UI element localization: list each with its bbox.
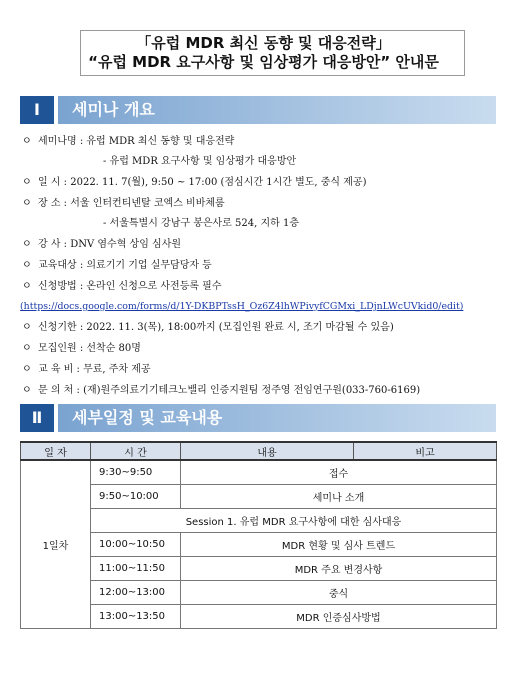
header-remarks: 비고	[354, 442, 497, 460]
info-label: 신청방법 :	[38, 281, 84, 292]
info-value: 2022. 11. 7(월), 9:50 ~ 17:00 (점심시간 1시간 별도, 중식 제공)	[70, 177, 367, 188]
info-row-fee	[22, 363, 151, 376]
bullet-icon: ㅇ	[22, 136, 32, 147]
table-row	[21, 460, 497, 485]
bullet-icon: ㅇ	[22, 343, 32, 354]
info-row-application	[22, 280, 222, 293]
document-title-line2: “유럽 MDR 요구사항 및 임상평가 대응방안” 안내문	[88, 53, 439, 71]
table-row	[21, 581, 497, 605]
info-value: 서울 인터컨티넨탈 코엑스 비바체룸	[70, 198, 225, 209]
info-value: 선착순 80명	[86, 343, 141, 354]
table-row	[21, 509, 497, 533]
section-header-overview	[20, 96, 496, 124]
info-row-capacity	[22, 342, 141, 355]
bullet-icon: ㅇ	[22, 322, 32, 333]
info-label: 일 시 :	[38, 177, 68, 188]
info-value: 무료, 주차 제공	[83, 364, 151, 375]
info-label: 강 사 :	[38, 239, 68, 250]
info-label: 신청기한 :	[38, 322, 84, 333]
info-label: 교육대상 :	[38, 260, 84, 271]
info-row-deadline	[22, 321, 394, 334]
registration-link[interactable]: (https://docs.google.com/forms/d/1Y-DKBPTssH_Oz6Z4lhWPivyfCGMxi_LDjnLWcUVkid0/edit)	[20, 301, 464, 312]
info-label: 장 소 :	[38, 198, 68, 209]
info-label: 교 육 비 :	[38, 364, 80, 375]
table-row	[21, 533, 497, 557]
table-row	[21, 557, 497, 581]
header-time: 시 간	[91, 442, 181, 460]
session-cell: Session 1. 유럽 MDR 요구사항에 대한 심사대응	[91, 509, 497, 533]
content-cell: 접수	[181, 460, 497, 485]
bullet-icon: ㅇ	[22, 260, 32, 271]
bullet-icon: ㅇ	[22, 385, 32, 396]
info-value: 2022. 11. 3(목), 18:00까지 (모집인원 완료 시, 조기 마감될 수 있음)	[86, 322, 394, 333]
info-label: 세미나명 :	[38, 136, 84, 147]
section-number: Ⅰ	[20, 96, 54, 124]
table-row	[21, 605, 497, 629]
section-header-schedule	[20, 404, 496, 432]
document-title-line1: 「유럽 MDR 최신 동향 및 대응전략」	[136, 34, 391, 52]
info-row-contact	[22, 384, 420, 397]
content-cell: 세미나 소개	[181, 485, 497, 509]
bullet-icon: ㅇ	[22, 177, 32, 188]
info-row-datetime	[22, 176, 366, 189]
info-value: (재)원주의료기기테크노밸리 인증지원팀 정주영 전임연구원(033-760-6169)	[83, 385, 421, 396]
content-cell: MDR 주요 변경사항	[181, 557, 497, 581]
section-number: Ⅱ	[20, 404, 54, 432]
info-row-target	[22, 259, 212, 272]
info-row-venue	[22, 197, 225, 210]
content-cell: MDR 인증심사방법	[181, 605, 497, 629]
schedule-table	[20, 441, 497, 629]
day-cell: 1일차	[21, 460, 91, 629]
header-content: 내용	[181, 442, 354, 460]
bullet-icon: ㅇ	[22, 198, 32, 209]
info-value: 유럽 MDR 최신 동향 및 대응전략	[86, 136, 235, 147]
info-row-lecturer	[22, 238, 181, 251]
info-row-seminar-name	[22, 135, 234, 148]
seminar-subtitle: - 유럽 MDR 요구사항 및 임상평가 대응방안	[103, 156, 297, 167]
venue-address: - 서울특별시 강남구 봉은사로 524, 지하 1층	[103, 218, 299, 229]
time-cell: 13:00~13:50	[91, 605, 181, 629]
header-date: 일 자	[21, 442, 91, 460]
time-cell: 10:00~10:50	[91, 533, 181, 557]
bullet-icon: ㅇ	[22, 281, 32, 292]
info-value: 온라인 신청으로 사전등록 필수	[86, 281, 222, 292]
info-value: 의료기기 기업 실무담당자 등	[86, 260, 212, 271]
info-label: 모집인원 :	[38, 343, 84, 354]
table-row	[21, 485, 497, 509]
bullet-icon: ㅇ	[22, 364, 32, 375]
content-cell: MDR 현황 및 심사 트렌드	[181, 533, 497, 557]
time-cell: 9:50~10:00	[91, 485, 181, 509]
time-cell: 11:00~11:50	[91, 557, 181, 581]
info-value: DNV 염수혁 상임 심사원	[70, 239, 182, 250]
time-cell: 9:30~9:50	[91, 460, 181, 485]
section-title: 세부일정 및 교육내용	[58, 404, 496, 432]
table-header-row	[21, 442, 497, 460]
info-label: 문 의 처 :	[38, 385, 80, 396]
content-cell: 중식	[181, 581, 497, 605]
bullet-icon: ㅇ	[22, 239, 32, 250]
section-title: 세미나 개요	[58, 96, 496, 124]
time-cell: 12:00~13:00	[91, 581, 181, 605]
